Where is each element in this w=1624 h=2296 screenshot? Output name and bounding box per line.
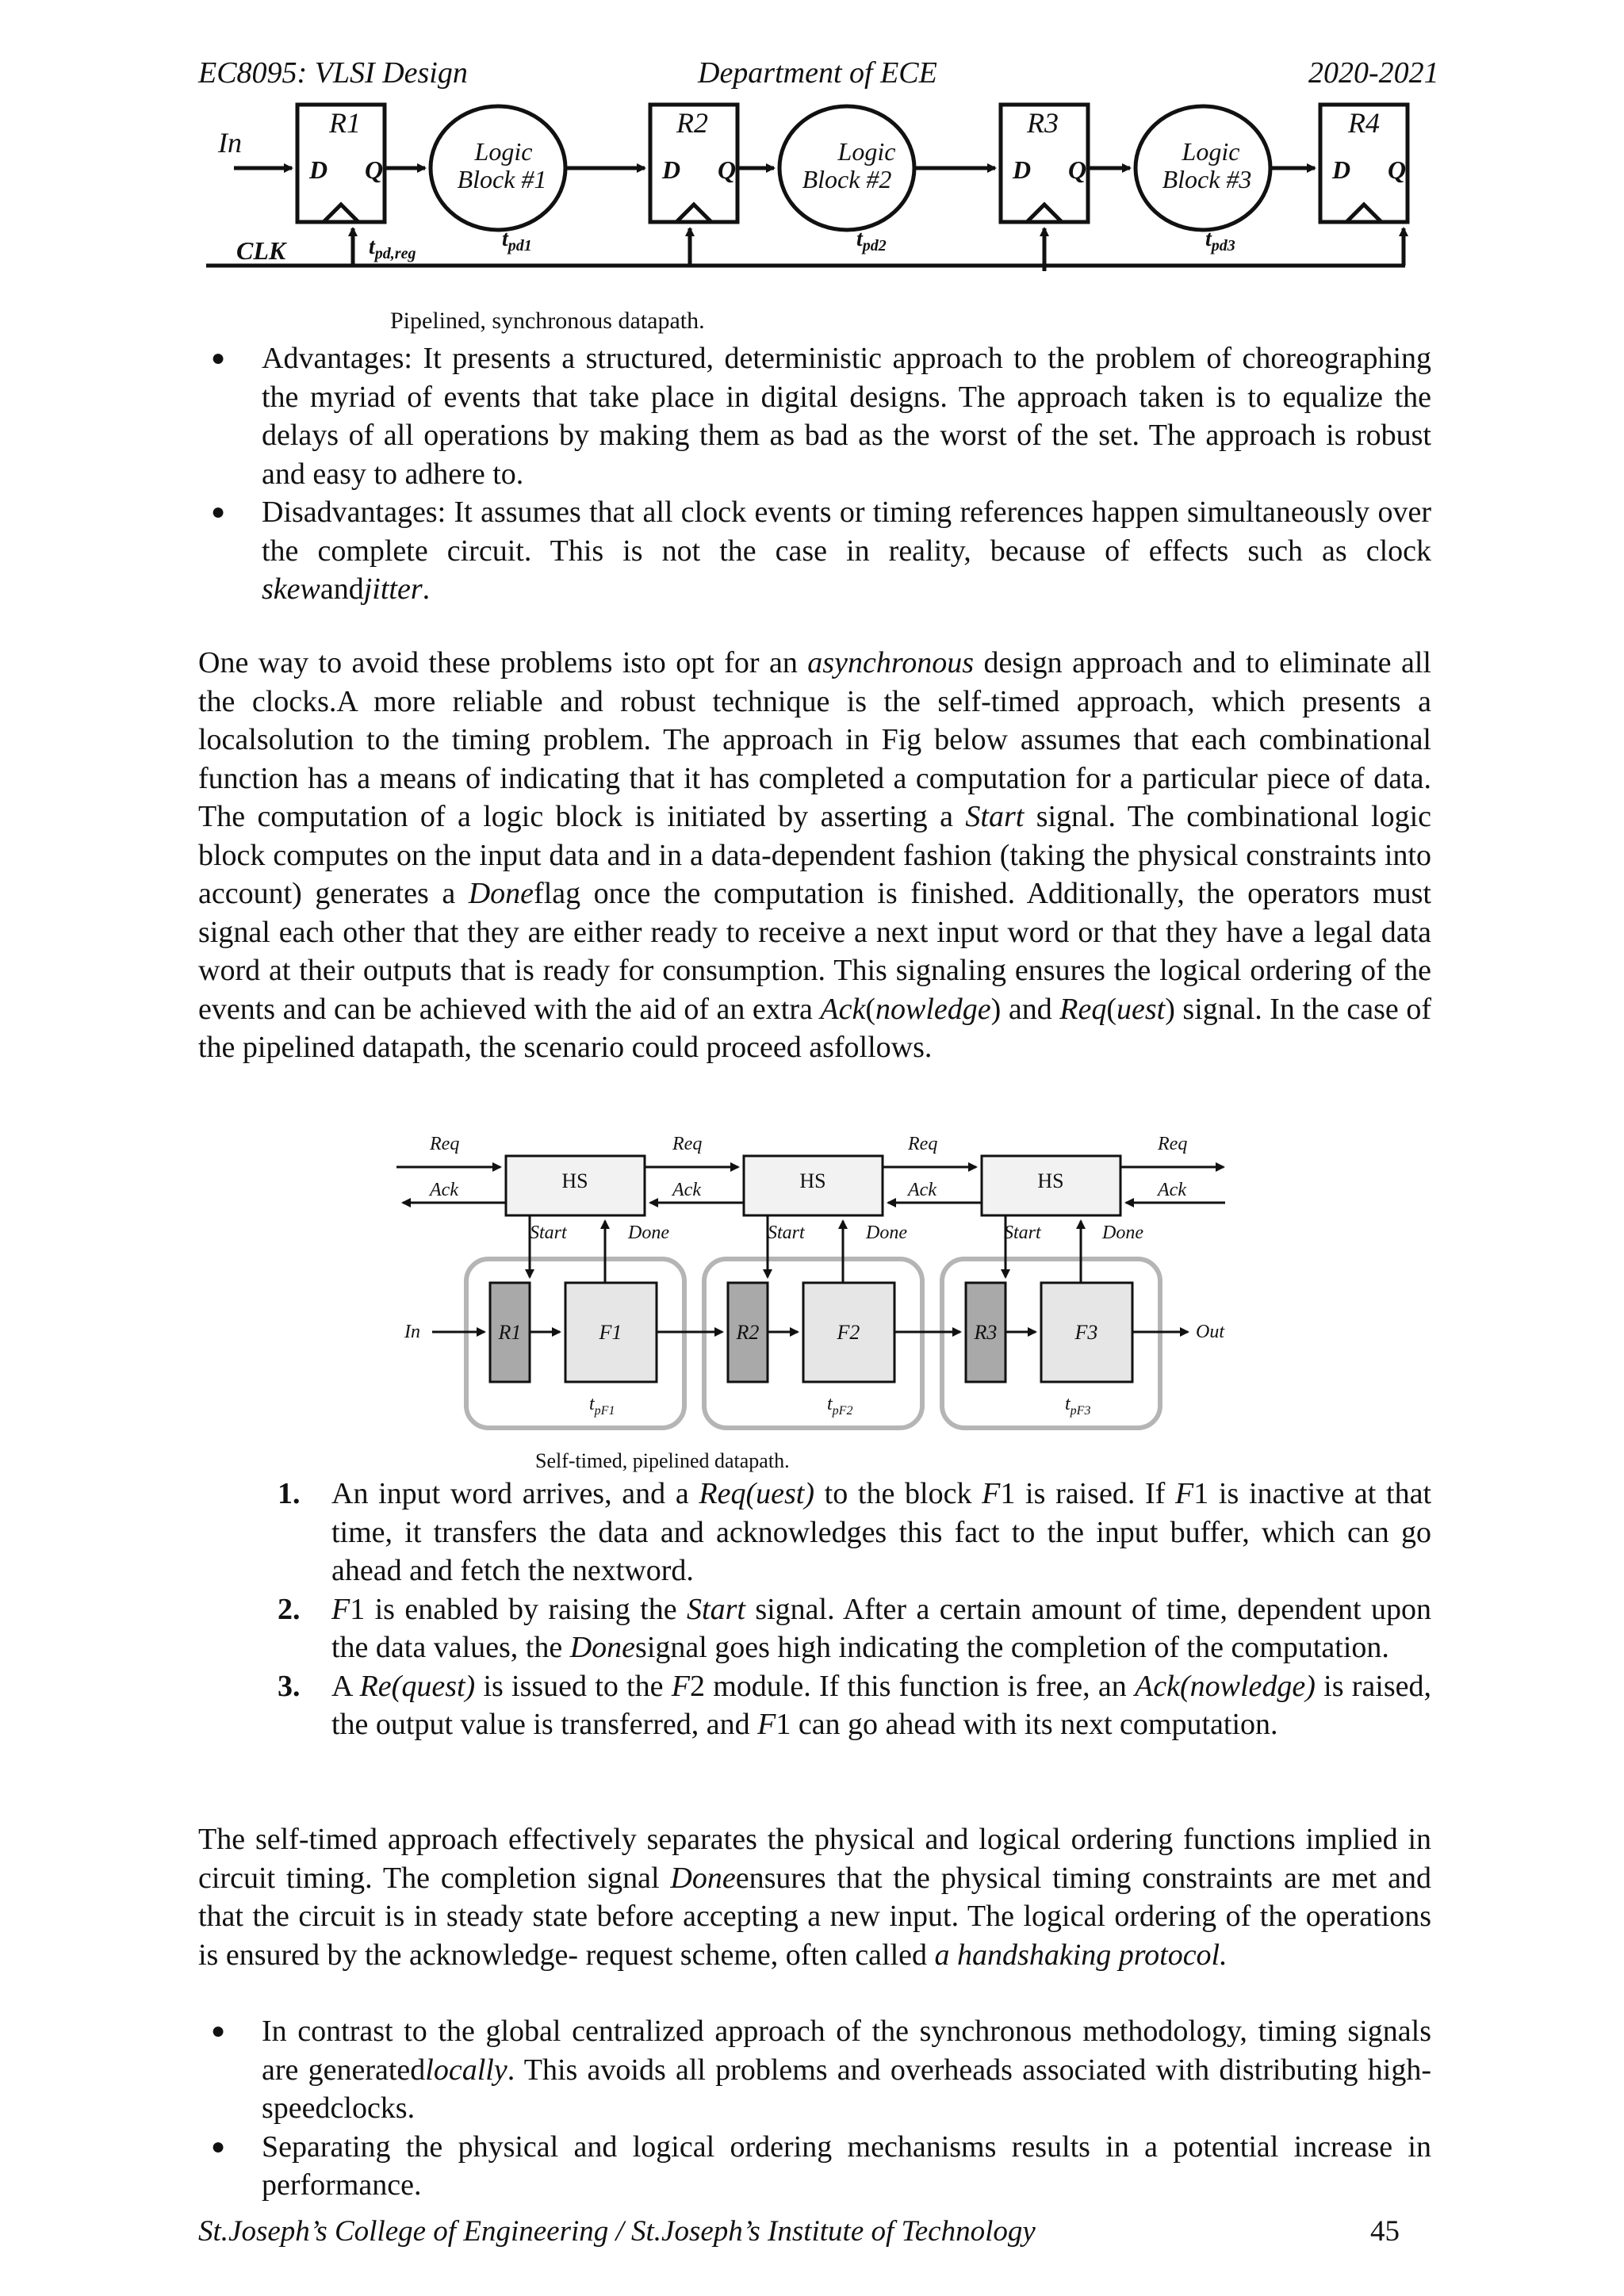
list-item: 2. F1 is enabled by raising the Start signal. After a certain amount of time, dependent upon the data values, the Donesignal goes high indicating the completion of the computation. bbox=[278, 1592, 1431, 1664]
fig1-logic-word: Logic bbox=[837, 137, 896, 166]
list-item: ● Disadvantages: It assumes that all clock events or timing references happen simultaneously over the complete circuit. This is not the case in reality, because of effects such as clock skewandjitter. bbox=[198, 493, 1431, 609]
hs-label: HS bbox=[799, 1169, 826, 1192]
bullet-icon: ● bbox=[211, 2018, 226, 2044]
ack-label: Ack bbox=[908, 1180, 936, 1200]
fig2-delay-label: $t_{pF3}$ bbox=[1065, 1394, 1091, 1418]
done-label: Done bbox=[628, 1223, 669, 1243]
fig1-q-pin: Q bbox=[365, 155, 384, 184]
fig2-function-label: F2 bbox=[837, 1321, 860, 1344]
fig1-logic-block-label: Block #3 bbox=[1162, 165, 1252, 193]
footer-college: St.Joseph’s College of Engineering / St.Joseph’s Institute of Technology bbox=[198, 2215, 1036, 2248]
fig1-q-pin: Q bbox=[718, 155, 737, 184]
fig1-logic-block-label: Block #1 bbox=[457, 165, 547, 193]
fig1-logic-word: Logic bbox=[1182, 137, 1240, 166]
ack-label: Ack bbox=[1158, 1180, 1186, 1200]
bullet-icon: ● bbox=[211, 345, 226, 371]
done-label: Done bbox=[866, 1223, 907, 1243]
fig1-q-pin: Q bbox=[1388, 155, 1407, 184]
fig1-register-label: R3 bbox=[1027, 107, 1059, 139]
fig1-logic-block-label: Block #2 bbox=[802, 165, 892, 193]
req-label: Req bbox=[672, 1134, 703, 1154]
hs-label: HS bbox=[561, 1169, 588, 1192]
fig1-d-pin: D bbox=[309, 155, 328, 184]
header-year: 2020-2021 bbox=[1308, 56, 1439, 90]
fig1-d-pin: D bbox=[662, 155, 681, 184]
req-label: Req bbox=[1158, 1134, 1188, 1154]
bullet-icon: ● bbox=[211, 499, 226, 525]
fig1-delay-label: $t_{pd,reg}$ bbox=[369, 235, 416, 262]
req-label: Req bbox=[430, 1134, 460, 1154]
req-label: Req bbox=[908, 1134, 938, 1154]
fig1-d-pin: D bbox=[1332, 155, 1351, 184]
fig2-input-label: In bbox=[404, 1322, 420, 1342]
fig2-function-label: F3 bbox=[1074, 1321, 1098, 1344]
figure2-caption: Self-timed, pipelined datapath. bbox=[535, 1449, 790, 1472]
paragraph-self-timed-intro: One way to avoid these problems isto opt for an asynchronous design approach and to eliminate all the clocks.A more reliable and robust technique is the self-timed approach, which presents a localsolution to the timing problem. The approach in Fig below assumes that each combinational function has a means of indicating that it has completed a computation for a particular piece of data. The computation of a logic block is initiated by asserting a Start signal. The combinational logic block computes on the input data and in a data-dependent fashion (taking the physical constraints into account) generates a Doneflag once the computation is finished. Additionally, the operators must signal each other that they are either ready to receive a next input word or that they have a legal data word at their outputs that is ready for consumption. This signaling ensures the logical ordering of the events and can be achieved with the aid of an extra Ack(nowledge) and Req(uest) signal. In the case of the pipelined datapath, the scenario could proceed asfollows. bbox=[198, 646, 1432, 1064]
figure1-caption: Pipelined, synchronous datapath. bbox=[390, 308, 705, 334]
hs-label: HS bbox=[1037, 1169, 1064, 1192]
self-timed-benefits-list bbox=[198, 2012, 1431, 2205]
fig1-register-label: R2 bbox=[676, 107, 708, 139]
self-timed-datapath-figure bbox=[396, 1126, 1237, 1443]
fig2-register-label: R1 bbox=[498, 1321, 522, 1344]
bullet-icon: ● bbox=[211, 2133, 226, 2160]
fig1-delay-label: $t_{pd2}$ bbox=[856, 227, 887, 254]
header-department: Department of ECE bbox=[698, 56, 937, 90]
start-label: Start bbox=[1004, 1223, 1041, 1243]
fig2-register-label: R3 bbox=[974, 1321, 998, 1344]
list-item: ● Separating the physical and logical ordering mechanisms results in a potential increase in performance. bbox=[198, 2128, 1431, 2205]
ack-label: Ack bbox=[430, 1180, 458, 1200]
paragraph-handshake-summary: The self-timed approach effectively separates the physical and logical ordering functions implied in circuit timing. The completion signal Doneensures that the physical timing constraints are met and that the circuit is in steady state before accepting a new input. The logical ordering of the operations is ensured by the acknowledge- request scheme, often called a handshaking protocol. bbox=[198, 1823, 1431, 1972]
fig1-delay-label: $t_{pd3}$ bbox=[1205, 227, 1235, 254]
fig1-logic-word: Logic bbox=[474, 137, 533, 166]
fig1-input-label: In bbox=[218, 127, 242, 159]
fig1-register-label: R1 bbox=[329, 107, 361, 139]
header-course: EC8095: VLSI Design bbox=[198, 56, 468, 90]
fig2-output-label: Out bbox=[1196, 1322, 1224, 1342]
fig1-delay-label: $t_{pd1}$ bbox=[502, 227, 532, 254]
fig1-register-label: R4 bbox=[1348, 107, 1380, 139]
fig2-delay-label: $t_{pF2}$ bbox=[827, 1394, 853, 1418]
handshake-steps-list bbox=[278, 1475, 1431, 1744]
fig2-register-label: R2 bbox=[736, 1321, 760, 1344]
fig2-function-label: F1 bbox=[599, 1321, 622, 1344]
fig1-d-pin: D bbox=[1013, 155, 1032, 184]
advantages-list bbox=[198, 339, 1431, 609]
start-label: Start bbox=[530, 1223, 567, 1243]
pipelined-synchronous-datapath-figure bbox=[198, 95, 1435, 277]
done-label: Done bbox=[1102, 1223, 1143, 1243]
fig1-q-pin: Q bbox=[1068, 155, 1087, 184]
ack-label: Ack bbox=[672, 1180, 701, 1200]
fig1-clock-label: CLK bbox=[236, 236, 286, 265]
list-item: 1. An input word arrives, and a Req(uest) to the block F1 is raised. If F1 is inactive at that time, it transfers the data and acknowledges this fact to the input buffer, which can go ahead and fetch the nextword. bbox=[278, 1477, 1431, 1587]
list-item: ● In contrast to the global centralized approach of the synchronous methodology, timing signals are generatedlocally. This avoids all problems and overheads associated with distributing high-speedclocks. bbox=[198, 2012, 1431, 2128]
page-number: 45 bbox=[1370, 2215, 1400, 2248]
fig2-delay-label: $t_{pF1}$ bbox=[589, 1394, 615, 1418]
list-item: 3. A Re(quest) is issued to the F2 module. If this function is free, an Ack(nowledge) is raised, the output value is transferred, and F1 can go ahead with its next computation. bbox=[278, 1669, 1431, 1741]
list-item: ● Advantages: It presents a structured, deterministic approach to the problem of choreographing the myriad of events that take place in digital designs. The approach taken is to equalize the delays of all operations by making them as bad as the worst of the set. The approach is robust and easy to adhere to. bbox=[198, 339, 1431, 493]
start-label: Start bbox=[768, 1223, 805, 1243]
